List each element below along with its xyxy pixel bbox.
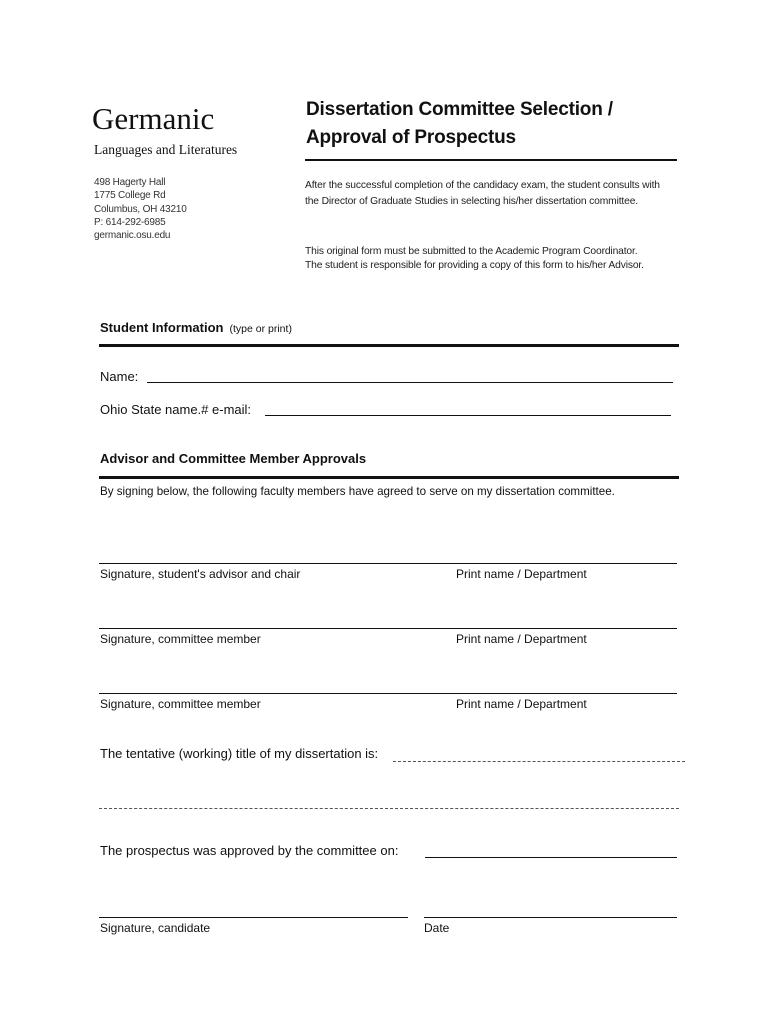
- address-website: germanic.osu.edu: [94, 230, 171, 242]
- committee-member-1-print-name-label: Print name / Department: [456, 632, 587, 646]
- committee-member-2-signature-line[interactable]: [99, 693, 677, 694]
- candidate-signature-label: Signature, candidate: [100, 921, 211, 935]
- intro-text: [305, 178, 675, 218]
- name-label: Name:: [100, 369, 139, 384]
- department-logo-subtitle: Languages and Literatures: [94, 142, 238, 157]
- department-address: [94, 176, 187, 242]
- committee-member-2-signature-label: Signature, committee member: [100, 697, 261, 711]
- submission-note-line-2: The student is responsible for providing a copy of this form to his/her Advisor.: [305, 260, 644, 271]
- intro-paragraph: After the successful completion of the candidacy exam, the student consults with the Director of Graduate Studies in selecting his/her dissertation committee.: [305, 180, 660, 207]
- department-logo-wordmark: Germanic: [92, 101, 215, 136]
- name-field[interactable]: [147, 382, 673, 383]
- prospectus-approval-date-field[interactable]: [425, 857, 677, 858]
- approvals-heading: Advisor and Committee Member Approvals: [100, 451, 367, 466]
- dissertation-title-field[interactable]: [393, 761, 685, 762]
- email-label: Ohio State name.# e-mail:: [100, 402, 252, 417]
- student-info-heading: [100, 320, 292, 335]
- advisor-signature-line[interactable]: [99, 563, 677, 564]
- committee-member-2-print-name-label: Print name / Department: [456, 697, 587, 711]
- student-info-divider: [99, 344, 679, 347]
- dissertation-title-label: The tentative (working) title of my dissertation is:: [100, 746, 379, 761]
- form-title-line-2: Approval of Prospectus: [306, 127, 516, 148]
- committee-member-1-signature-line[interactable]: [99, 628, 677, 629]
- form-title: [306, 96, 613, 152]
- address-phone: P: 614-292-6985: [94, 216, 166, 228]
- candidate-date-label: Date: [424, 921, 450, 935]
- candidate-date-line[interactable]: [424, 917, 677, 918]
- approvals-divider: [99, 476, 679, 479]
- advisor-signature-label: Signature, student's advisor and chair: [100, 567, 301, 581]
- address-road: 1775 College Rd: [94, 190, 166, 202]
- candidate-signature-line[interactable]: [99, 917, 408, 918]
- advisor-print-name-label: Print name / Department: [456, 567, 587, 581]
- student-info-hint: (type or print): [229, 323, 292, 335]
- form-title-line-1: Dissertation Committee Selection /: [306, 99, 613, 120]
- dissertation-title-field-continued[interactable]: [99, 808, 679, 809]
- address-street: 498 Hagerty Hall: [94, 177, 166, 188]
- address-city: Columbus, OH 43210: [94, 203, 187, 215]
- title-divider: [305, 159, 677, 161]
- student-info-title: Student Information: [100, 320, 224, 335]
- submission-note-line-1: This original form must be submitted to the Academic Program Coordinator.: [305, 246, 638, 257]
- committee-member-1-signature-label: Signature, committee member: [100, 632, 261, 646]
- approvals-description: By signing below, the following faculty members have agreed to serve on my dissertation committee.: [100, 485, 615, 498]
- email-field[interactable]: [265, 415, 671, 416]
- prospectus-approval-label: The prospectus was approved by the committee on:: [100, 843, 399, 858]
- submission-note: [305, 245, 644, 273]
